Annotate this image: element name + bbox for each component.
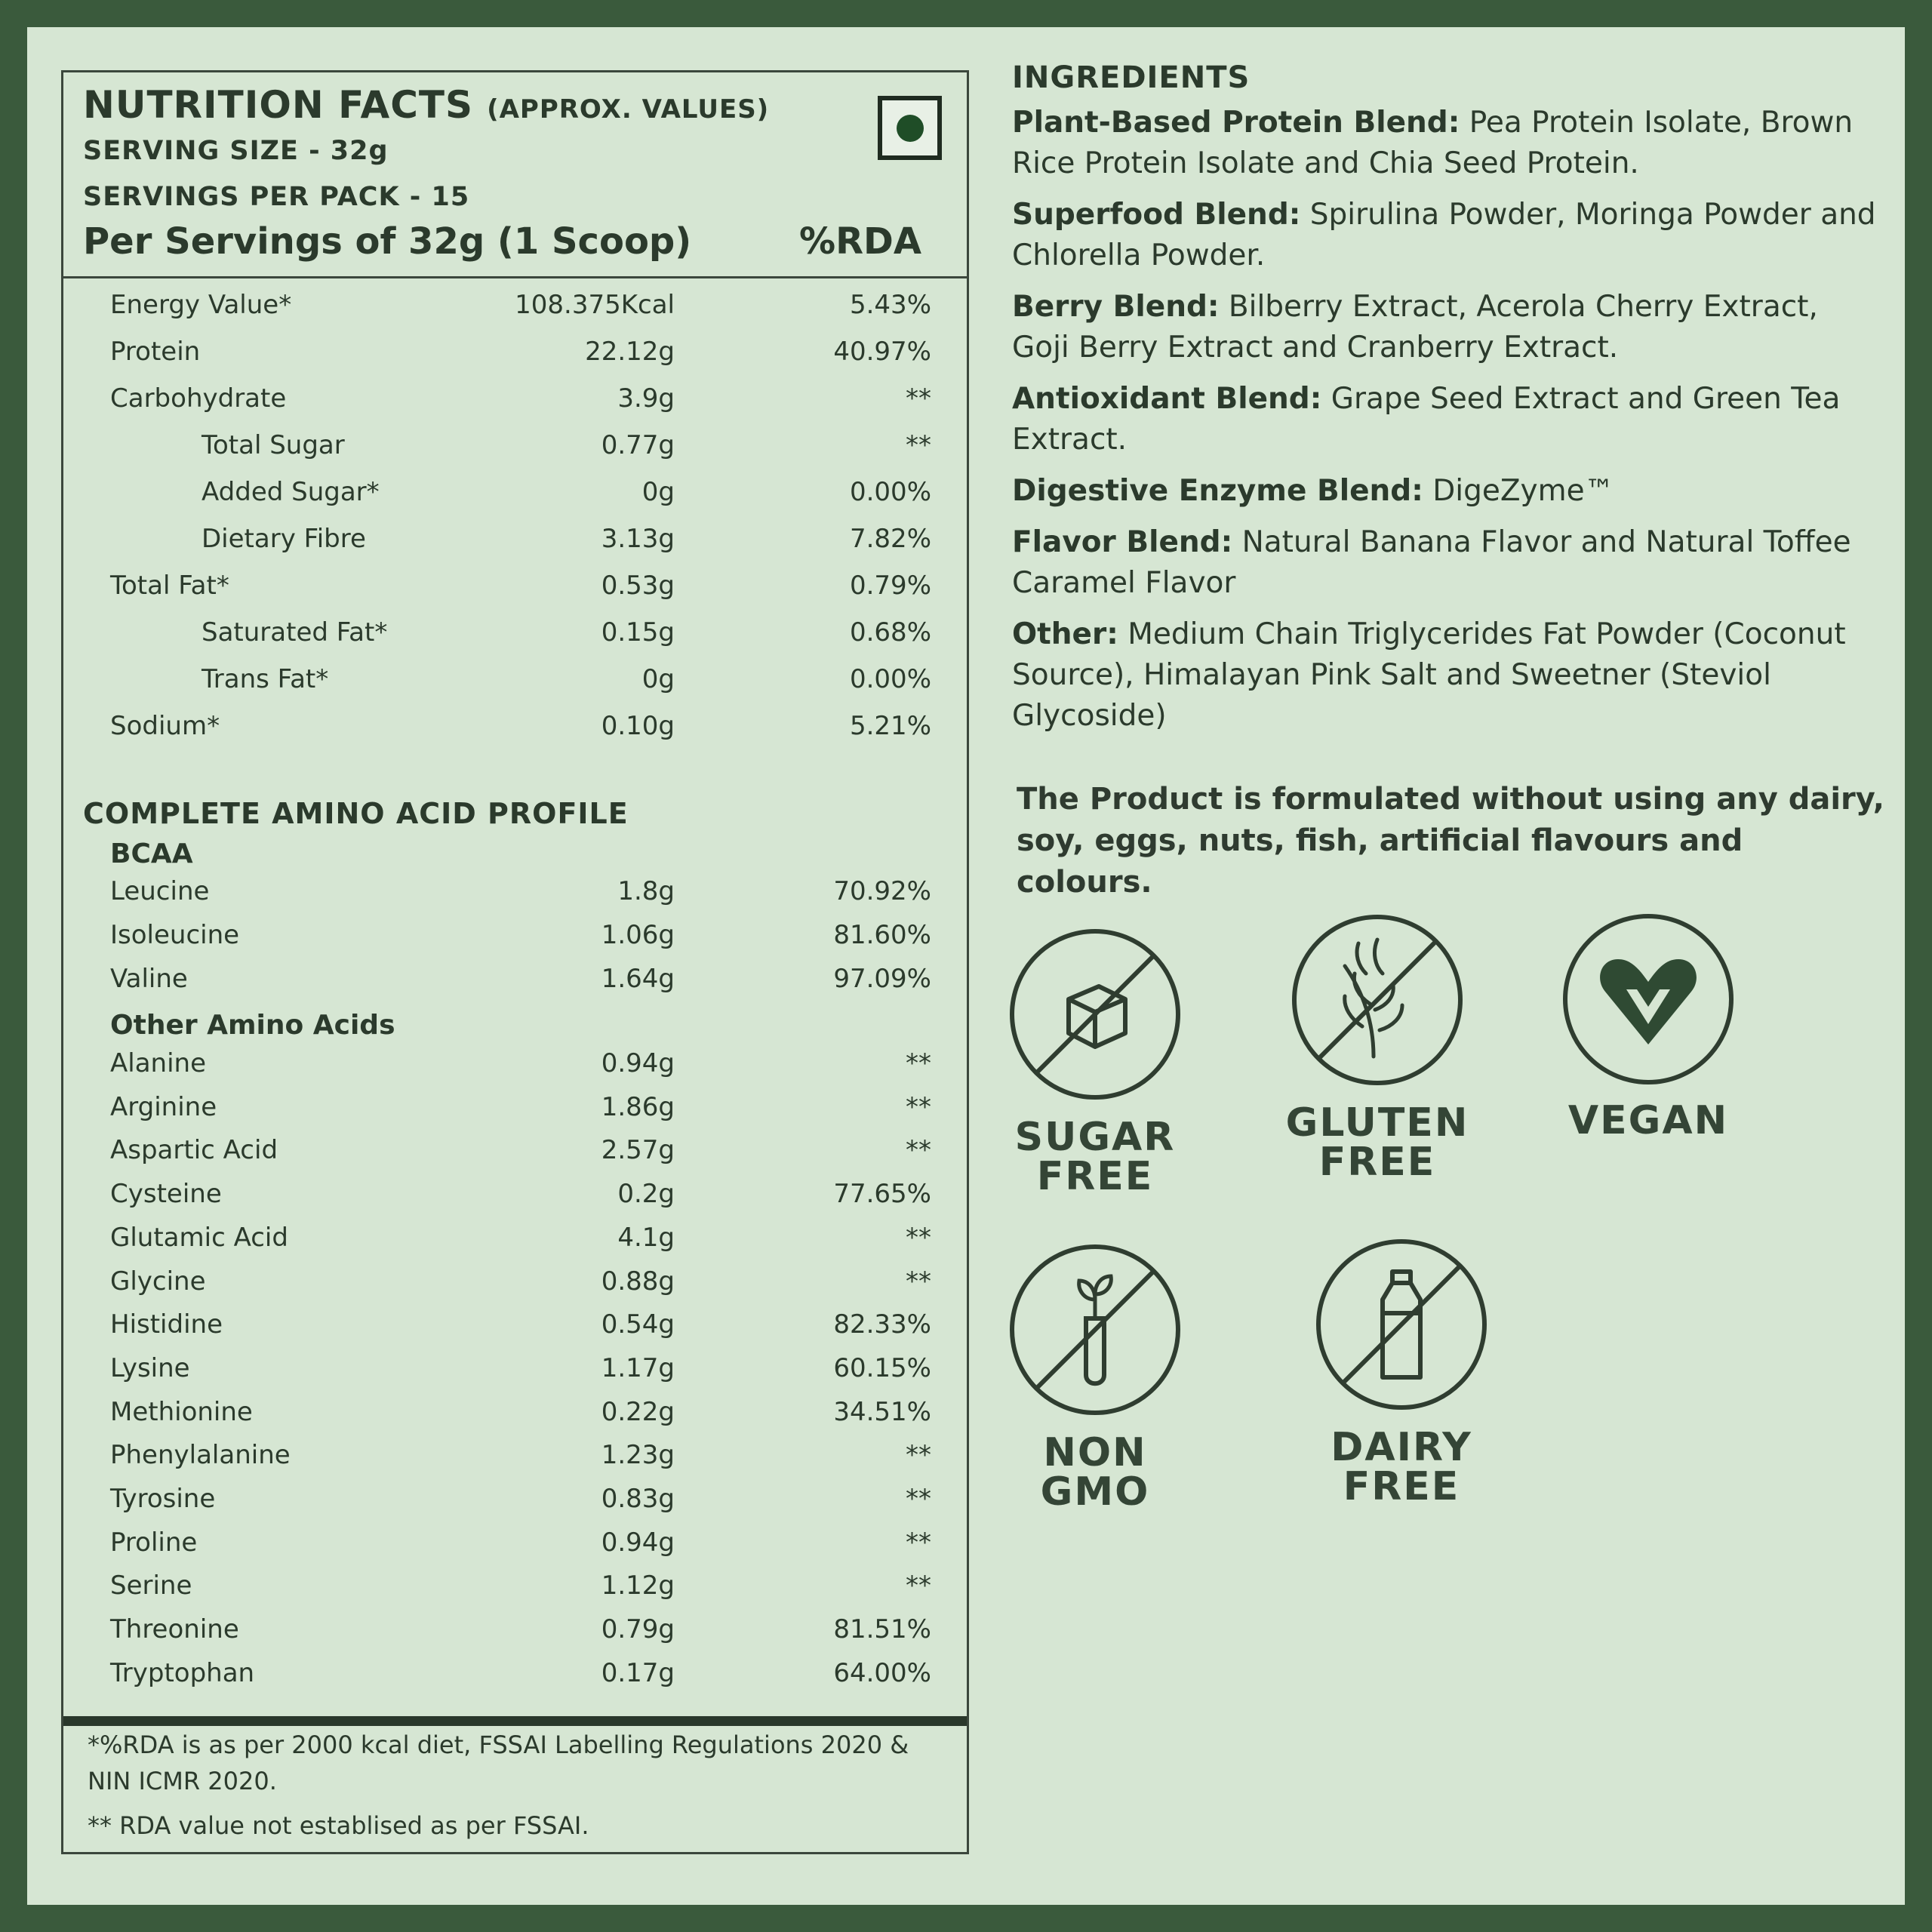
nutrition-title: NUTRITION FACTS (APPROX. VALUES) xyxy=(83,83,770,127)
nutrient-name: Total Sugar xyxy=(202,430,345,460)
nutrient-name: Isoleucine xyxy=(110,920,240,950)
nutrient-name: Dietary Fibre xyxy=(202,524,366,554)
nutrient-rda: 60.15% xyxy=(833,1352,931,1383)
nutrient-amount: 0.53g xyxy=(601,571,675,601)
nutrient-row xyxy=(63,426,969,464)
badge-non-gmo xyxy=(997,1243,1193,1515)
amino-acid-title: COMPLETE AMINO ACID PROFILE xyxy=(83,797,629,830)
ingredients-section xyxy=(1012,60,1880,747)
nutrient-name: Saturated Fat* xyxy=(202,617,388,648)
nutrient-amount: 0.77g xyxy=(601,430,675,460)
nutrient-row xyxy=(63,1263,969,1300)
nutrient-row xyxy=(63,1393,969,1431)
divider xyxy=(63,276,967,278)
nutrient-amount: 0.54g xyxy=(601,1309,675,1340)
seedling-tube-icon xyxy=(1008,1243,1182,1417)
nutrient-name: Total Fat* xyxy=(110,571,229,601)
nutrient-amount: 0g xyxy=(641,477,675,507)
wheat-icon xyxy=(1291,913,1464,1087)
nutrient-rda: 77.65% xyxy=(833,1179,931,1210)
per-serving-header: Per Servings of 32g (1 Scoop) xyxy=(83,220,692,263)
badge-gluten-free-label: GLUTEN FREE xyxy=(1285,1100,1469,1185)
nutrient-amount: 0.94g xyxy=(601,1048,675,1078)
ingredient-text: Bilberry Extract, Acerola Cherry Extract, Goji Berry Extract and Cranberry Extract. xyxy=(1012,290,1818,365)
nutrient-row xyxy=(63,1480,969,1518)
nutrient-row xyxy=(63,333,969,371)
nutrient-amount: 0.15g xyxy=(601,617,675,648)
nutrient-amount: 0.10g xyxy=(601,711,675,741)
ingredient-entry xyxy=(1012,195,1880,276)
nutrient-rda: 0.00% xyxy=(849,664,931,694)
nutrient-name: Glutamic Acid xyxy=(110,1222,288,1253)
nutrient-amount: 1.64g xyxy=(601,964,675,994)
ingredient-text: Pea Protein Isolate, Brown Rice Protein Isolate and Chia Seed Protein. xyxy=(1012,106,1854,180)
nutrient-amount: 1.86g xyxy=(601,1091,675,1122)
ingredient-label: Other: xyxy=(1012,617,1118,651)
nutrient-rda: 64.00% xyxy=(833,1657,931,1688)
nutrient-amount: 0.83g xyxy=(601,1484,675,1514)
nutrient-amount: 0g xyxy=(641,664,675,694)
footnote-not-established: ** RDA value not establised as per FSSAI. xyxy=(88,1811,589,1840)
nutrient-row xyxy=(63,1131,969,1169)
nutrient-rda: ** xyxy=(906,1527,931,1558)
nutrient-amount: 0.88g xyxy=(601,1266,675,1297)
servings-per-pack: SERVINGS PER PACK - 15 xyxy=(83,182,470,212)
nutrient-amount: 1.12g xyxy=(601,1571,675,1601)
nutrient-name: Added Sugar* xyxy=(202,477,380,507)
badge-vegan-label: VEGAN xyxy=(1567,1098,1729,1143)
nutrient-name: Tryptophan xyxy=(110,1657,255,1688)
nutrient-amount: 3.9g xyxy=(617,383,675,414)
nutrient-amount: 0.2g xyxy=(617,1179,675,1210)
nutrient-name: Energy Value* xyxy=(110,290,292,320)
footnote-rda: *%RDA is as per 2000 kcal diet, FSSAI Labelling Regulations 2020 & NIN ICMR 2020. xyxy=(88,1730,909,1795)
nutrient-row xyxy=(63,1524,969,1561)
ingredient-entry xyxy=(1012,522,1880,604)
nutrient-name: Threonine xyxy=(110,1614,239,1645)
nutrient-rda: ** xyxy=(906,1135,931,1166)
ingredient-entry xyxy=(1012,379,1880,460)
nutrient-amount: 2.57g xyxy=(601,1135,675,1166)
thick-divider xyxy=(63,1716,967,1726)
nutrient-row xyxy=(63,707,969,745)
ingredient-text: Natural Banana Flavor and Natural Toffee Caramel Flavor xyxy=(1012,525,1851,600)
nutrient-row xyxy=(63,1436,969,1474)
badge-dairy-free xyxy=(1303,1238,1500,1509)
nutrient-name: Leucine xyxy=(110,876,210,906)
nutrient-row xyxy=(63,1044,969,1082)
nutrient-name: Tyrosine xyxy=(110,1484,216,1514)
vegan-heart-icon xyxy=(1561,912,1735,1086)
nutrient-rda: 81.60% xyxy=(833,920,931,950)
nutrient-rda: 7.82% xyxy=(849,524,931,554)
nutrient-amount: 0.94g xyxy=(601,1527,675,1558)
nutrient-row xyxy=(63,1349,969,1387)
nutrient-name: Serine xyxy=(110,1571,192,1601)
badge-gluten-free xyxy=(1279,913,1475,1185)
ingredient-label: Flavor Blend: xyxy=(1012,525,1233,559)
nutrient-rda: ** xyxy=(906,1266,931,1297)
nutrient-amount: 1.8g xyxy=(617,876,675,906)
nutrient-rda: ** xyxy=(906,1484,931,1514)
nutrient-row xyxy=(63,1567,969,1604)
serving-size: SERVING SIZE - 32g xyxy=(83,136,389,166)
nutrient-row xyxy=(63,380,969,417)
ingredient-label: Antioxidant Blend: xyxy=(1012,382,1322,416)
nutrient-row xyxy=(63,1088,969,1126)
nutrient-rda: ** xyxy=(906,1222,931,1253)
nutrient-row xyxy=(63,473,969,511)
nutrient-row xyxy=(63,872,969,910)
nutrient-name: Carbohydrate xyxy=(110,383,287,414)
allergen-note: The Product is formulated without using any dairy, soy, eggs, nuts, fish, artificial flavours and colours. xyxy=(1017,782,1884,900)
nutrient-row xyxy=(63,1611,969,1648)
nutrient-row xyxy=(63,916,969,954)
milk-bottle-icon xyxy=(1315,1238,1488,1411)
nutrient-name: Lysine xyxy=(110,1352,190,1383)
nutrient-row xyxy=(63,960,969,998)
bcaa-title: BCAA xyxy=(110,838,193,869)
ingredient-text: Spirulina Powder, Moringa Powder and Chlorella Powder. xyxy=(1012,198,1876,272)
nutrient-amount: 108.375Kcal xyxy=(515,290,675,320)
badge-sugar-free-label: SUGAR FREE xyxy=(1014,1115,1176,1199)
nutrient-rda: ** xyxy=(906,430,931,460)
nutrient-row xyxy=(63,660,969,698)
ingredient-entry xyxy=(1012,614,1880,737)
ingredient-label: Berry Blend: xyxy=(1012,290,1220,324)
nutrient-rda: 5.21% xyxy=(849,711,931,741)
ingredient-text: DigeZyme™ xyxy=(1423,474,1614,508)
nutrient-name: Protein xyxy=(110,337,201,367)
nutrient-amount: 1.17g xyxy=(601,1352,675,1383)
nutrient-amount: 1.06g xyxy=(601,920,675,950)
ingredient-entry xyxy=(1012,287,1880,368)
nutrient-amount: 0.22g xyxy=(601,1396,675,1427)
nutrient-amount: 0.17g xyxy=(601,1657,675,1688)
nutrient-row xyxy=(63,1175,969,1213)
nutrient-rda: 97.09% xyxy=(833,964,931,994)
nutrient-amount: 22.12g xyxy=(585,337,675,367)
nutrient-rda: 0.68% xyxy=(849,617,931,648)
nutrient-row xyxy=(63,286,969,324)
nutrient-rda: ** xyxy=(906,1571,931,1601)
nutrient-rda: 5.43% xyxy=(849,290,931,320)
nutrient-rda: 70.92% xyxy=(833,876,931,906)
nutrient-rda: 34.51% xyxy=(833,1396,931,1427)
ingredient-text: Medium Chain Triglycerides Fat Powder (Coconut Source), Himalayan Pink Salt and Sweetner (Steviol Glycoside) xyxy=(1012,617,1846,733)
rda-header: %RDA xyxy=(799,220,922,263)
nutrient-name: Glycine xyxy=(110,1266,206,1297)
ingredient-text: Grape Seed Extract and Green Tea Extract. xyxy=(1012,382,1841,457)
nutrient-row xyxy=(63,1219,969,1257)
nutrient-name: Arginine xyxy=(110,1091,217,1122)
nutrient-row xyxy=(63,567,969,605)
nutrient-rda: 0.79% xyxy=(849,571,931,601)
ingredient-entry xyxy=(1012,103,1880,184)
ingredient-label: Digestive Enzyme Blend: xyxy=(1012,474,1423,508)
nutrient-name: Phenylalanine xyxy=(110,1440,291,1471)
nutrient-rda: 81.51% xyxy=(833,1614,931,1645)
nutrient-name: Aspartic Acid xyxy=(110,1135,278,1166)
veg-mark-icon xyxy=(878,96,942,160)
nutrient-amount: 0.79g xyxy=(601,1614,675,1645)
ingredient-entry xyxy=(1012,471,1880,512)
nutrient-amount: 4.1g xyxy=(617,1222,675,1253)
nutrient-name: Histidine xyxy=(110,1309,223,1340)
badge-non-gmo-label: NON GMO xyxy=(1040,1430,1150,1515)
nutrient-rda: ** xyxy=(906,1440,931,1471)
nutrient-row xyxy=(63,1654,969,1692)
sugar-cube-icon xyxy=(1008,928,1182,1101)
badge-vegan xyxy=(1550,912,1746,1143)
nutrient-rda: ** xyxy=(906,1091,931,1122)
nutrient-name: Cysteine xyxy=(110,1179,222,1210)
badge-dairy-free-label: DAIRY FREE xyxy=(1331,1425,1472,1509)
nutrient-row xyxy=(63,614,969,651)
nutrient-name: Valine xyxy=(110,964,188,994)
ingredients-title: INGREDIENTS xyxy=(1012,60,1251,95)
nutrient-name: Sodium* xyxy=(110,711,220,741)
nutrient-row xyxy=(63,520,969,558)
nutrient-rda: 0.00% xyxy=(849,477,931,507)
badge-sugar-free xyxy=(997,928,1193,1199)
nutrition-facts-box xyxy=(61,70,969,1854)
nutrient-amount: 3.13g xyxy=(601,524,675,554)
nutrient-rda: ** xyxy=(906,383,931,414)
nutrient-row xyxy=(63,1306,969,1343)
other-amino-title: Other Amino Acids xyxy=(110,1010,395,1041)
nutrient-name: Methionine xyxy=(110,1396,253,1427)
nutrient-amount: 1.23g xyxy=(601,1440,675,1471)
ingredient-label: Superfood Blend: xyxy=(1012,198,1301,232)
nutrient-rda: ** xyxy=(906,1048,931,1078)
nutrient-name: Trans Fat* xyxy=(202,664,329,694)
ingredient-label: Plant-Based Protein Blend: xyxy=(1012,106,1460,140)
nutrient-name: Alanine xyxy=(110,1048,207,1078)
nutrient-name: Proline xyxy=(110,1527,198,1558)
nutrient-rda: 82.33% xyxy=(833,1309,931,1340)
nutrient-rda: 40.97% xyxy=(833,337,931,367)
